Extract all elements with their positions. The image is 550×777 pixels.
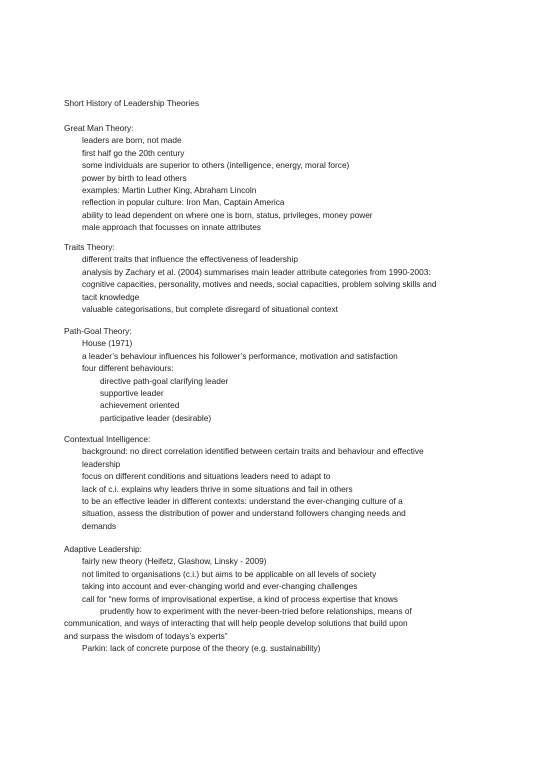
list-item: first half go the 20th century [82, 147, 185, 158]
section-contextual-intelligence [64, 433, 504, 532]
sub-list-item: supportive leader [100, 388, 164, 399]
list-item: different traits that influence the effectiveness of leadership [82, 254, 299, 265]
list-item: tacit knowledge [82, 291, 140, 302]
list-item: cognitive capacities, personality, motives and needs, social capacities, problem solving skills and [82, 279, 437, 290]
list-item: to be an effective leader in different contexts: understand the ever-changing culture of a [82, 496, 403, 507]
list-item: background: no direct correlation identified between certain traits and behaviour and effective [82, 446, 424, 457]
list-item: leadership [82, 458, 121, 469]
list-item: valuable categorisations, but complete disregard of situational context [82, 304, 338, 315]
quote-line: and surpass the wisdom of todays’s experts” [64, 630, 228, 641]
section-heading: Great Man Theory: [64, 123, 134, 133]
list-item: taking into account and ever-changing world and ever-changing challenges [82, 581, 358, 592]
section-heading: Adaptive Leadership: [64, 544, 142, 554]
quote-line: prudently how to experiment with the never-been-tried before relationships, means of [100, 606, 412, 617]
sub-list-item: participative leader (desirable) [100, 412, 212, 423]
list-item: reflection in popular culture: Iron Man, Captain America [82, 197, 285, 208]
section-heading: Contextual Intelligence: [64, 434, 151, 444]
list-item: four different behaviours: [82, 363, 174, 374]
list-item: male approach that focusses on innate attributes [82, 222, 261, 233]
document-title: Short History of Leadership Theories [64, 98, 199, 108]
section-great-man-theory [64, 122, 504, 234]
list-item: Parkin: lack of concrete purpose of the theory (e.g. sustainability) [82, 643, 321, 654]
list-item: leaders are born, not made [82, 135, 182, 146]
list-item: lack of c.i. explains why leaders thrive in some situations and fail in others [82, 483, 353, 494]
section-path-goal-theory [64, 325, 504, 424]
section-traits-theory [64, 241, 504, 315]
list-item: fairly new theory (Heifetz, Glashow, Linsky - 2009) [82, 556, 267, 567]
sub-list-item: achievement oriented [100, 400, 180, 411]
section-heading: Path-Goal Theory: [64, 326, 132, 336]
list-item: House (1971) [82, 338, 133, 349]
list-item: focus on different conditions and situations leaders need to adapt to [82, 471, 331, 482]
list-item: examples: Martin Luther King, Abraham Lincoln [82, 185, 257, 196]
list-item: power by birth to lead others [82, 172, 187, 183]
section-heading: Traits Theory: [64, 242, 115, 252]
list-item: some individuals are superior to others (intelligence, energy, moral force) [82, 160, 350, 171]
list-item: call for “new forms of improvisational expertise, a kind of process expertise that knows [82, 593, 398, 604]
list-item: not limited to organisations (c.i.) but aims to be applicable on all levels of society [82, 568, 377, 579]
section-adaptive-leadership [64, 543, 504, 655]
list-item: situation, assess the distribution of power and understand followers changing needs and [82, 508, 406, 519]
list-item: demands [82, 520, 117, 531]
sub-list-item: directive path-goal clarifying leader [100, 375, 229, 386]
list-item: ability to lead dependent on where one is born, status, privileges, money power [82, 209, 373, 220]
list-item: analysis by Zachary et al. (2004) summarises main leader attribute categories from 1990-2003: [82, 266, 431, 277]
list-item: a leader’s behaviour influences his follower’s performance, motivation and satisfaction [82, 350, 398, 361]
quote-line: communication, and ways of interacting that will help people develop solutions that build upon [64, 618, 408, 629]
